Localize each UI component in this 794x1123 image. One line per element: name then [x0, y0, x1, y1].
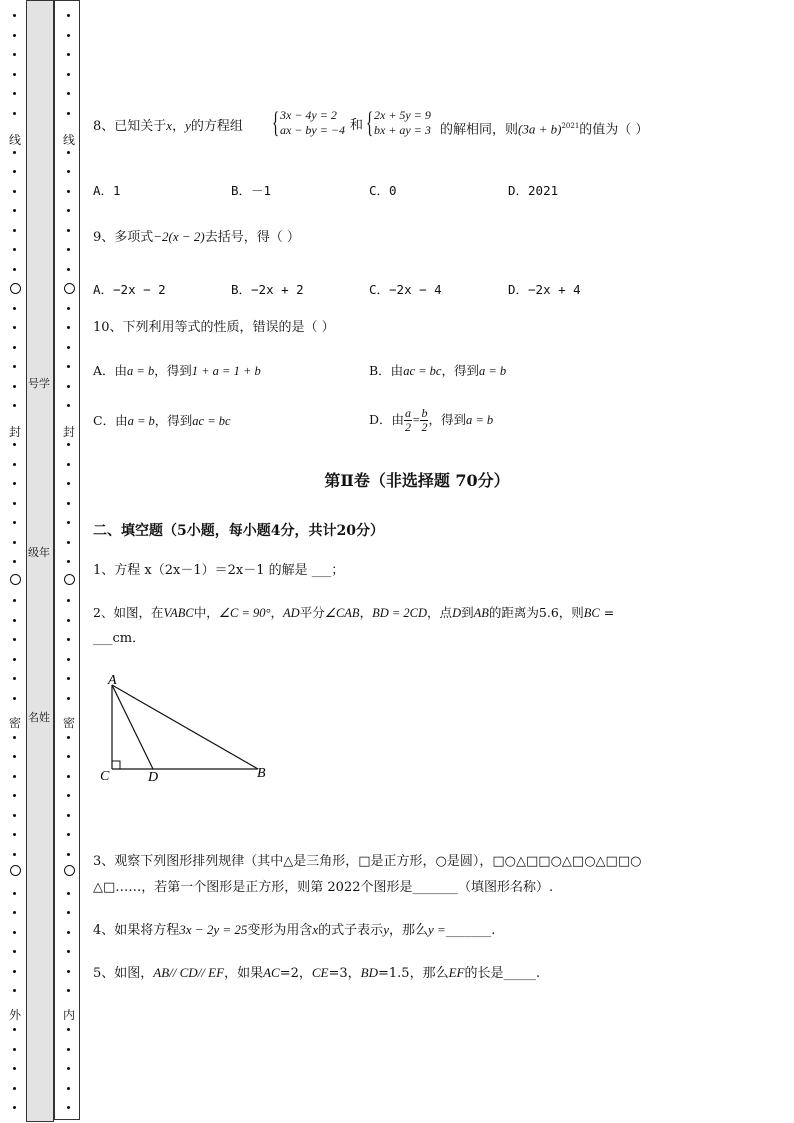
q9-suffix: 去括号，得（ ）	[204, 230, 300, 245]
cut-line-dot	[67, 521, 70, 524]
cut-line-dot	[13, 229, 16, 232]
q10-d-den2: 2	[421, 420, 428, 434]
f5-bd: BD	[360, 965, 379, 980]
f5-ce: CE	[311, 965, 329, 980]
q9-option-c[interactable]: C．−2x − 4	[369, 282, 442, 297]
f5-suffix: 的长是_____.	[464, 966, 541, 981]
binding-gray-strip	[26, 0, 54, 1122]
f4-eq: 3x − 2y = 25	[179, 922, 248, 937]
f2-ad: AD	[283, 606, 300, 620]
f4-mid3: ，那么	[388, 923, 428, 938]
q10-option-b[interactable]	[369, 363, 506, 379]
f4-res: y =	[427, 922, 446, 937]
cut-line-dot	[67, 1048, 70, 1051]
cut-line-dot	[67, 833, 70, 836]
side-ab	[112, 685, 258, 769]
fill-question-3-line-2: △□……，若第一个图形是正方形，则第 2022个图形是_______（填图形名称）.	[93, 880, 554, 895]
outer-cut-line	[9, 0, 21, 1123]
right-angle-mark	[112, 761, 120, 769]
cut-line-dot	[67, 190, 70, 193]
cut-line-dot	[67, 92, 70, 95]
f4-suffix: _______.	[445, 923, 496, 938]
cut-line-dot	[13, 346, 16, 349]
student-number-label: 号学	[28, 377, 50, 390]
cut-line-dot	[67, 170, 70, 173]
cut-line-label: 线	[63, 133, 76, 147]
cut-line-circle-mark	[10, 574, 21, 585]
f2-bd: BD = 2CD	[372, 606, 428, 620]
cut-line-dot	[13, 443, 16, 446]
name-label: 名姓	[28, 711, 50, 724]
q10-option-d[interactable]	[369, 405, 493, 435]
q10-d-num2: b	[421, 406, 428, 420]
cut-line-dot	[13, 385, 16, 388]
cut-line-dot	[67, 853, 70, 856]
segment-ad	[112, 685, 153, 769]
part-title: 二、填空题（5小题，每小题4分，共计20分）	[93, 523, 384, 539]
cut-line-circle-mark	[10, 865, 21, 876]
cut-line-dot	[67, 229, 70, 232]
q10-option-a[interactable]	[93, 363, 261, 379]
cut-line-dot	[13, 970, 16, 973]
cut-line-dot	[13, 541, 16, 544]
f2-i: =	[599, 605, 615, 620]
q10-d-eq: =	[412, 413, 421, 427]
f4-mid2: 的式子表示	[318, 923, 384, 938]
q8-prefix: 8、已知关于	[93, 119, 167, 134]
cut-line-dot	[13, 1087, 16, 1090]
q8-expr: (3a + b)	[518, 121, 562, 137]
section-title: 第Ⅱ卷（非选择题 70分）	[324, 471, 510, 490]
fill-question-2	[93, 605, 614, 621]
inner-cut-line	[63, 0, 75, 1123]
q8-sys2-eq2: bx + ay = 3	[374, 123, 431, 137]
q10-c-cond: a = b	[127, 414, 155, 428]
q8-option-c[interactable]: C．0	[369, 183, 397, 198]
cut-line-dot	[67, 385, 70, 388]
cut-line-dot	[13, 638, 16, 641]
cut-line-dot	[13, 1048, 16, 1051]
cut-line-dot	[13, 775, 16, 778]
f2-c: ，	[270, 605, 284, 620]
cut-line-dot	[13, 833, 16, 836]
cut-line-dot	[13, 170, 16, 173]
q10-d-den1: 2	[405, 420, 412, 434]
cut-line-dot	[13, 989, 16, 992]
cut-line-dot	[13, 853, 16, 856]
cut-line-dot	[13, 190, 16, 193]
cut-line-dot	[67, 560, 70, 563]
cut-line-dot	[67, 73, 70, 76]
q10-d-res: a = b	[465, 413, 494, 427]
vertex-c-label: C	[100, 769, 110, 784]
q8-brace-2: {	[366, 106, 374, 139]
q10-c-mid: ，得到	[154, 413, 193, 428]
cut-line-dot	[67, 248, 70, 251]
f2-ab: AB	[473, 606, 489, 620]
cut-line-dot	[13, 794, 16, 797]
q8-suffix: 的值为（ ）	[579, 122, 649, 138]
q8-tail	[440, 118, 648, 138]
cut-line-label: 封	[63, 425, 76, 439]
cut-line-dot	[67, 34, 70, 37]
cut-line-dot	[67, 1067, 70, 1070]
q8-system-2	[366, 108, 431, 138]
q8-mid: 的方程组	[190, 119, 243, 134]
q10-d-pre: D．由	[369, 412, 405, 427]
q8-var-x: x	[166, 118, 173, 133]
cut-line-label: 内	[63, 1008, 76, 1022]
q10-a-mid: ，得到	[154, 363, 192, 378]
cut-line-dot	[67, 736, 70, 739]
cut-line-label: 封	[9, 425, 22, 439]
cut-line-dot	[13, 92, 16, 95]
question-8	[93, 118, 243, 135]
q10-a-cond: a = b	[127, 364, 155, 378]
cut-line-dot	[67, 970, 70, 973]
q8-sys1-eq2: ax − by = −4	[280, 123, 345, 137]
cut-line-dot	[13, 326, 16, 329]
f5-prefix: 5、如图，	[93, 966, 154, 981]
f4-prefix: 4、如果将方程	[93, 923, 180, 938]
cut-line-dot	[67, 404, 70, 407]
fill-question-3: 3、观察下列图形排列规律（其中△是三角形，□是正方形，○是圆），□○△□□○△□○△□□○	[93, 854, 642, 869]
f5-v1: =2，	[279, 966, 312, 981]
f2-angle: ∠C = 90°	[218, 606, 271, 620]
vertex-a-label: A	[108, 673, 117, 688]
cut-line-dot	[67, 151, 70, 154]
cut-line-dot	[13, 404, 16, 407]
q10-c-res: ac = bc	[192, 414, 231, 428]
cut-line-circle-mark	[64, 283, 75, 294]
q8-brace-1: {	[272, 106, 280, 139]
f5-v2: =3，	[328, 966, 361, 981]
q10-d-num1: a	[405, 406, 412, 420]
q8-and: 和	[350, 118, 364, 133]
f5-ef: EF	[448, 965, 465, 980]
cut-line-dot	[13, 307, 16, 310]
cut-line-dot	[67, 502, 70, 505]
q9-option-a[interactable]: A．−2x − 2	[93, 282, 166, 297]
cut-line-dot	[67, 775, 70, 778]
cut-line-circle-mark	[64, 574, 75, 585]
cut-line-dot	[67, 443, 70, 446]
f2-tri: VABC	[163, 606, 194, 620]
cut-line-dot	[13, 619, 16, 622]
q9-prefix: 9、多项式	[93, 230, 154, 245]
cut-line-dot	[13, 53, 16, 56]
cut-line-dot	[13, 112, 16, 115]
cut-line-dot	[67, 365, 70, 368]
q10-a-res: 1 + a = 1 + b	[191, 364, 261, 378]
cut-line-dot	[67, 892, 70, 895]
cut-line-dot	[67, 209, 70, 212]
f2-h: 的距离为5.6，则	[488, 605, 584, 620]
cut-line-dot	[13, 365, 16, 368]
cut-line-dot	[67, 619, 70, 622]
cut-line-dot	[13, 892, 16, 895]
f2-f: ，点	[427, 605, 453, 620]
cut-line-dot	[13, 599, 16, 602]
q8-option-b[interactable]: B．－1	[231, 183, 272, 198]
f5-mid: ，如果	[224, 966, 264, 981]
f2-b: 中，	[193, 605, 219, 620]
cut-line-dot	[67, 463, 70, 466]
q8-mid2: 的解相同，则	[440, 122, 519, 138]
cut-line-dot	[13, 521, 16, 524]
f2-g: 到	[461, 605, 474, 620]
cut-line-dot	[13, 658, 16, 661]
fill-question-5	[93, 965, 540, 982]
cut-line-dot	[67, 755, 70, 758]
cut-line-dot	[67, 112, 70, 115]
q9-option-d[interactable]: D．−2x + 4	[508, 282, 581, 297]
cut-line-dot	[67, 1087, 70, 1090]
cut-line-dot	[67, 950, 70, 953]
question-9	[93, 229, 300, 246]
cut-line-dot	[13, 697, 16, 700]
f5-ac: AC	[263, 965, 280, 980]
f4-x: x	[312, 922, 319, 937]
cut-line-dot	[67, 677, 70, 680]
cut-line-dot	[13, 151, 16, 154]
q8-var-y: y	[185, 118, 191, 133]
q10-option-c[interactable]	[93, 413, 231, 429]
cut-line-dot	[13, 1028, 16, 1031]
q8-system-1	[272, 108, 345, 138]
cut-line-dot	[13, 911, 16, 914]
f4-y: y	[383, 922, 389, 937]
f2-cab: ∠CAB	[324, 606, 360, 620]
q10-d-frac-1	[404, 407, 412, 434]
cut-line-dot	[67, 541, 70, 544]
q8-comma: ，	[172, 119, 186, 134]
q10-b-cond: ac = bc	[403, 364, 442, 378]
q8-option-a[interactable]: A．1	[93, 183, 121, 198]
cut-line-dot	[13, 1067, 16, 1070]
cut-line-dot	[13, 1106, 16, 1109]
q10-b-mid: ，得到	[441, 363, 479, 378]
cut-line-dot	[13, 463, 16, 466]
cut-line-dot	[13, 931, 16, 934]
f2-d: 平分	[299, 605, 325, 620]
vertex-d-label: D	[148, 770, 159, 785]
q10-c-pre: C．由	[93, 413, 128, 428]
cut-line-dot	[67, 697, 70, 700]
cut-line-dot	[13, 755, 16, 758]
cut-line-dot	[13, 209, 16, 212]
q9-option-b[interactable]: B．−2x + 2	[231, 282, 304, 297]
cut-line-label: 线	[9, 133, 22, 147]
cut-line-label: 外	[9, 1008, 22, 1022]
cut-line-dot	[13, 248, 16, 251]
question-10: 10、下列利用等式的性质，错误的是（ ）	[93, 320, 335, 335]
cut-line-dot	[13, 950, 16, 953]
cut-line-dot	[67, 14, 70, 17]
triangle-figure	[96, 670, 276, 785]
vertex-b-label: B	[257, 766, 266, 781]
cut-line-dot	[13, 14, 16, 17]
q8-exponent: 2021	[561, 122, 580, 130]
cut-line-dot	[13, 502, 16, 505]
cut-line-dot	[67, 794, 70, 797]
cut-line-dot	[67, 346, 70, 349]
q10-b-res: a = b	[478, 364, 507, 378]
cut-line-dot	[13, 34, 16, 37]
cut-line-label: 密	[63, 716, 76, 730]
q10-a-pre: A．由	[93, 363, 128, 378]
cut-line-dot	[67, 911, 70, 914]
cut-line-dot	[67, 53, 70, 56]
cut-line-dot	[67, 989, 70, 992]
cut-line-dot	[67, 814, 70, 817]
fill-question-1: 1、方程 x（2x－1）＝2x－1 的解是 ___；	[93, 563, 345, 578]
f2-a: 2、如图，在	[93, 605, 164, 620]
f4-mid: 变形为用含	[247, 923, 313, 938]
f5-v3: =1.5，那么	[378, 966, 449, 981]
fill-question-2-line-2: ___cm．	[93, 631, 146, 646]
cut-line-dot	[67, 658, 70, 661]
f2-e: ，	[359, 605, 373, 620]
cut-line-dot	[13, 814, 16, 817]
cut-line-dot	[67, 307, 70, 310]
cut-line-label: 密	[9, 716, 22, 730]
q9-expr: −2(x − 2)	[153, 229, 205, 244]
cut-line-dot	[67, 931, 70, 934]
f5-par: AB// CD// EF	[153, 965, 225, 980]
q10-b-pre: B．由	[369, 363, 404, 378]
cut-line-dot	[67, 1028, 70, 1031]
cut-line-dot	[67, 326, 70, 329]
cut-line-circle-mark	[10, 283, 21, 294]
cut-line-dot	[67, 638, 70, 641]
q8-sys1-eq1: 3x − 4y = 2	[280, 108, 337, 122]
q10-d-mid: ，得到	[428, 412, 466, 427]
cut-line-dot	[67, 1106, 70, 1109]
binding-margin	[0, 0, 82, 1123]
q8-sys2-eq1: 2x + 5y = 9	[374, 108, 431, 122]
cut-line-dot	[67, 268, 70, 271]
f2-bc: BC	[583, 606, 600, 620]
cut-line-circle-mark	[64, 865, 75, 876]
cut-line-dot	[13, 268, 16, 271]
cut-line-dot	[13, 736, 16, 739]
cut-line-dot	[13, 73, 16, 76]
f2-dpt: D	[452, 606, 462, 620]
q8-option-d[interactable]: D．2021	[508, 183, 559, 198]
cut-line-dot	[13, 677, 16, 680]
grade-label: 级年	[28, 546, 50, 559]
cut-line-dot	[13, 560, 16, 563]
fill-question-4	[93, 922, 495, 939]
cut-line-dot	[67, 599, 70, 602]
